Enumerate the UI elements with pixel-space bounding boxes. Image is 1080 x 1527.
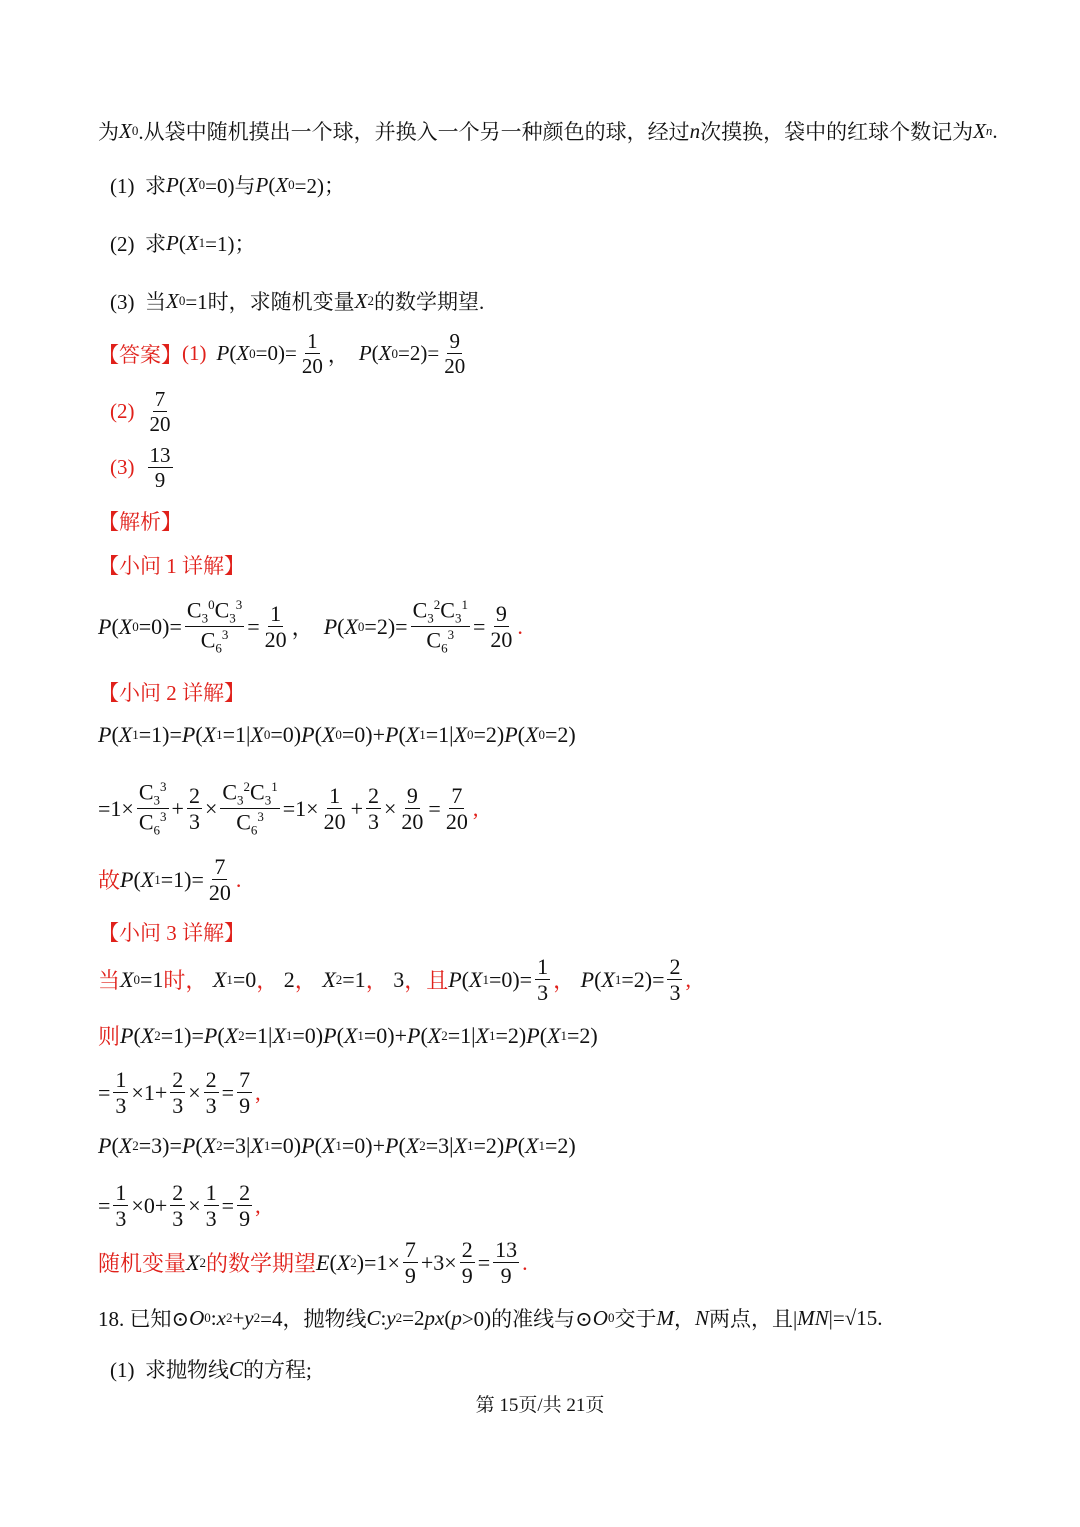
part2-tag: 【小问 2 详解】 bbox=[98, 681, 245, 705]
answer-3-label: (3) bbox=[110, 455, 135, 480]
question-2: (2) 求 P ( X 1 =1)； bbox=[110, 230, 256, 256]
part3-line-1: 当 X 0 =1 时， X 1 =0 ， 2 ， X 2 =1 ， 3 ，且 P ( X 1 =0)= $\frac{1}{3}$ ， P ( X 1 =2)= $\frac{2}{3}$ , bbox=[98, 954, 691, 1006]
answer-line-1: 【答案】 (1) P ( X 0 =0)= $\frac{1}{20}$ ， P ( X 0 =2)= $\frac{9}{20}$ bbox=[98, 329, 466, 379]
part1-equation: P ( X 0 =0)= $\frac{C_3^0C_3^3}{C_6^3}$ = $\frac{1}{20}$ ， P ( X 0 =2)= $\frac{C_3^2C_3^1}{C_6^3}$ = $\frac{9}{20}$ . bbox=[98, 597, 523, 657]
question-3: (3) 当 X 0 =1时，求随机变量 X 2 的数学期望. bbox=[110, 288, 485, 314]
fraction: $\frac{7}{20}$ bbox=[149, 387, 171, 437]
part3-line-3: = $\frac{1}{3}$ ×1+ $\frac{2}{3}$ × $\frac{2}{3}$ = $\frac{7}{9}$ , bbox=[98, 1067, 261, 1119]
question-18-stem: 18. 已知⊙ O 0 : x 2 + y 2 =4，抛物线 C : y 2 =2 px ( p >0)的准线与⊙ O 0 交于 M ， N 两点，且| MN |=√15. bbox=[98, 1305, 883, 1331]
problem-intro: 为 X 0 .从袋中随机摸出一个球，并换入一个另一种颜色的球，经过 n 次摸换，袋中的红球个数记为 X n . bbox=[98, 118, 998, 144]
answer-2-label: (2) bbox=[110, 399, 135, 424]
part2-equation-2: =1× $\frac{C_3^3}{C_6^3}$ + $\frac{2}{3}$ × $\frac{C_3^2C_3^1}{C_6^3}$ =1× $\frac{1}{20}$ + $\frac{2}{3}$ × $\frac{9}{20}$ = $\frac{7}{20}$ , bbox=[98, 779, 479, 839]
fraction: $\frac{9}{20}$ bbox=[444, 329, 466, 379]
fraction: $\frac{1}{20}$ bbox=[301, 329, 323, 379]
question-1: (1) 求 P ( X 0 =0)与 P ( X 0 =2)； bbox=[110, 172, 345, 198]
answer-line-2 bbox=[110, 388, 176, 435]
part3-line-4: P ( X 2 =3)= P ( X 2 =3| X 1 =0) P ( X 1 =0)+ P ( X 2 =3| X 1 =2) P ( X 1 =2) bbox=[98, 1133, 576, 1158]
part3-line-5: = $\frac{1}{3}$ ×0+ $\frac{2}{3}$ × $\frac{1}{3}$ = $\frac{2}{9}$ , bbox=[98, 1180, 261, 1232]
part3-line-6: 随机变量 X 2 的数学期望 E ( X 2 )=1× $\frac{7}{9}$ +3× $\frac{2}{9}$ = $\frac{13}{9}$ . bbox=[98, 1237, 528, 1289]
part1-tag: 【小问 1 详解】 bbox=[98, 554, 245, 578]
answer-tag: 【答案】 bbox=[98, 342, 182, 367]
part2-conclusion: 故 P ( X 1 =1)= $\frac{7}{20}$ . bbox=[98, 854, 242, 906]
part2-equation-1: P ( X 1 =1)= P ( X 1 =1| X 0 =0) P ( X 0 =0)+ P ( X 1 =1| X 0 =2) P ( X 0 =2) bbox=[98, 722, 576, 747]
part3-tag: 【小问 3 详解】 bbox=[98, 921, 245, 945]
question-18-part-1: (1) 求抛物线 C 的方程; bbox=[110, 1356, 312, 1382]
page-footer: 第 15页/共 21页 bbox=[475, 1395, 605, 1416]
part3-line-2: 则 P ( X 2 =1)= P ( X 2 =1| X 1 =0) P ( X 1 =0)+ P ( X 2 =1| X 1 =2) P ( X 1 =2) bbox=[98, 1022, 598, 1049]
answer-line-3 bbox=[110, 444, 176, 491]
analysis-tag: 【解析】 bbox=[98, 510, 182, 534]
answer-1-label: (1) bbox=[182, 341, 207, 366]
fraction: $\frac{13}{9}$ bbox=[149, 443, 171, 493]
